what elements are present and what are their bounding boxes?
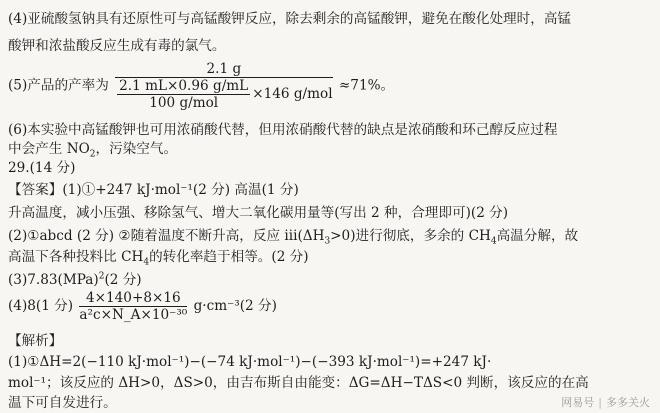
q28-5-prefix: (5)产品的产率为: [8, 77, 109, 94]
q28-6-line-2: [8, 141, 177, 158]
subscript: 4: [490, 236, 497, 247]
density-denominator: a²c×N_A×10⁻³⁰: [79, 307, 188, 323]
analysis-line-1: (1)①ΔH=2(−110 kJ·mol⁻¹)−(−74 kJ·mol⁻¹)−(−393 kJ·mol⁻¹)=+247 kJ·: [8, 354, 492, 370]
density-fraction: [79, 291, 187, 322]
q28-5-yield-formula: [8, 62, 394, 110]
ans-2b-pre: 高温下各种投料比 CH: [8, 249, 144, 265]
ans-3-post: (2 分): [104, 272, 142, 288]
q28-6-text-post: ，污染空气。: [95, 141, 178, 157]
watermark-source: 网易号: [561, 396, 595, 409]
molar-mass-multiplier: ×146 g/mol: [252, 86, 333, 102]
moles-numerator: 2.1 mL×0.96 g/mL: [119, 78, 249, 94]
analysis-line-2: mol⁻¹；该反应的 ΔH>0，ΔS>0，由吉布斯自由能变：ΔG=ΔH−TΔS<0 判断，该反应的在高: [8, 375, 589, 391]
answer-line-1: 【答案】(1)①+247 kJ·mol⁻¹(2 分) 高温(1 分): [8, 182, 299, 198]
answer-part-4: [8, 291, 277, 322]
analysis-heading: 【解析】: [8, 333, 63, 349]
answer-part-3: [8, 272, 142, 289]
ans-2a-post: 高温分解，故: [496, 228, 579, 244]
watermark-author: 多多关火: [606, 396, 650, 409]
answer-part-2-line-2: [8, 249, 309, 266]
ans-3-pre: (3)7.83(MPa): [8, 272, 99, 288]
analysis-line-3: 温下可自发进行。: [8, 395, 117, 411]
answer-part-2-line-1: [8, 228, 578, 245]
watermark: [561, 394, 650, 410]
subscript: 2: [89, 149, 96, 160]
subscript: 3: [324, 236, 331, 247]
ans-4-prefix: (4)8(1 分): [8, 298, 74, 314]
yield-fraction: [115, 62, 332, 110]
q28-4-line-1: (4)亚硫酸氢钠具有还原性可与高锰酸钾反应，除去剩余的高锰酸钾，避免在酸化处理时，高锰: [8, 11, 572, 27]
q28-6-text-pre: 中会产生 NO: [8, 141, 90, 157]
q29-heading: 29.(14 分): [8, 160, 76, 176]
q28-5-result: ≈71%。: [338, 77, 395, 94]
ans-2a-mid: >0)进行彻底，多余的 CH: [330, 228, 491, 244]
moles-fraction: [117, 79, 250, 110]
density-unit: g·cm⁻³(2 分): [193, 298, 277, 314]
answer-line-2: 升高温度，减小压强、移除氢气、增大二氧化碳用量等(写出 2 种，合理即可)(2 分): [8, 205, 509, 221]
divider: |: [598, 396, 602, 409]
ans-2a-pre: (2)①abcd (2 分) ②随着温度不断升高，反应 iii(ΔH: [8, 228, 325, 244]
density-numerator: 4×140+8×16: [79, 291, 187, 307]
q28-6-line-1: (6)本实验中高锰酸钾也可用浓硝酸代替，但用浓硝酸代替的缺点是浓硝酸和环己醇反应过程: [8, 122, 558, 138]
moles-denominator: 100 g/mol: [149, 95, 219, 111]
superscript: 2: [98, 271, 105, 282]
yield-denominator: [115, 78, 332, 110]
yield-numerator: 2.1 g: [115, 62, 332, 78]
ans-2b-post: 的转化率趋于相等。(2 分): [149, 249, 309, 265]
subscript: 4: [143, 257, 150, 268]
q28-4-line-2: 酸钾和浓盐酸反应生成有毒的氯气。: [8, 38, 226, 54]
